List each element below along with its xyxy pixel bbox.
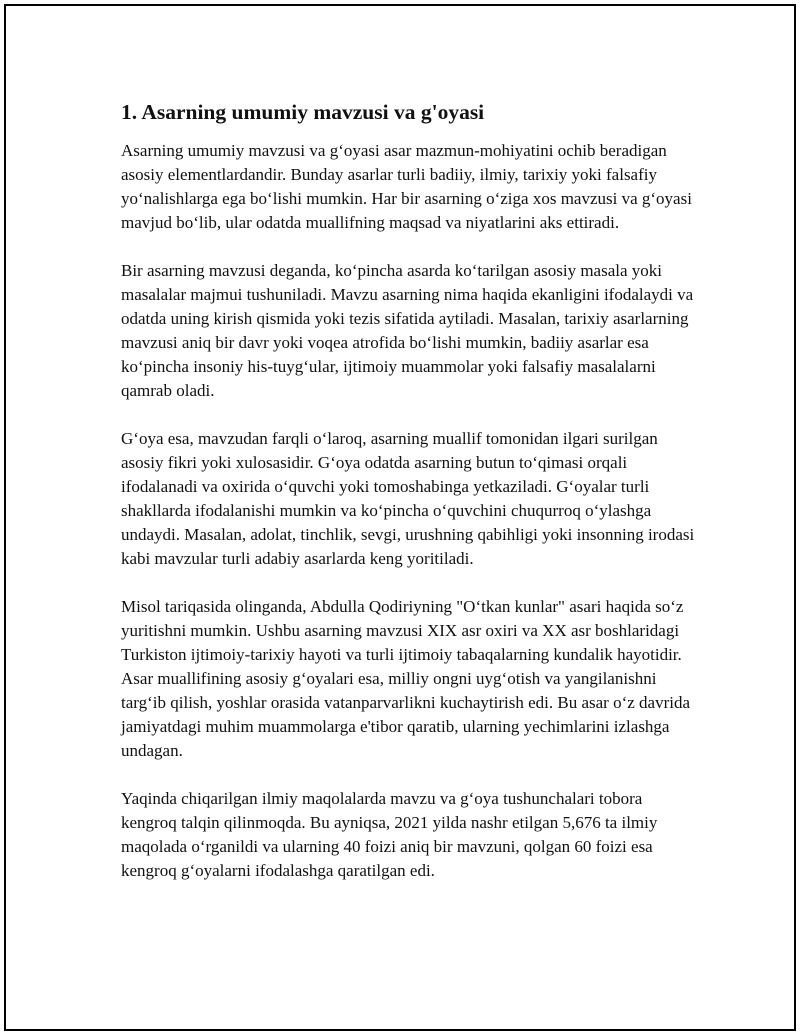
paragraph-2: Bir asarning mavzusi deganda, ko‘pincha asarda ko‘tarilgan asosiy masala yoki masalalar majmui tushuniladi. Mavzu asarning nima haqida ekanligini ifodalaydi va odatda uning kirish qismida yoki tezis sifatida aytiladi. Masalan, tarixiy asarlarning mavzusi aniq bir davr yoki voqea atrofida bo‘lishi mumkin, badiiy asarlar esa ko‘pincha insoniy his-tuyg‘ular, ijtimoiy muammolar yoki falsafiy masalalarni qamrab oladi. [121, 261, 694, 400]
section-heading: 1. Asarning umumiy mavzusi va g'oyasi [121, 100, 485, 124]
document-body [121, 98, 701, 907]
paragraph-1: Asarning umumiy mavzusi va g‘oyasi asar mazmun-mohiyatini ochib beradigan asosiy elementlardandir. Bunday asarlar turli badiiy, ilmiy, tarixiy yoki falsafiy yo‘nalishlarga ega bo‘lishi mumkin. Har bir asarning o‘ziga xos mavzusi va g‘oyasi mavjud bo‘lib, ular odatda muallifning maqsad va niyatlarini aks ettiradi. [121, 141, 692, 232]
paragraph-5: Yaqinda chiqarilgan ilmiy maqolalarda mavzu va g‘oya tushunchalari tobora kengroq talqin qilinmoqda. Bu ayniqsa, 2021 yilda nashr etilgan 5,676 ta ilmiy maqolada o‘rganildi va ularning 40 foizi aniq bir mavzuni, qolgan 60 foizi esa kengroq g‘oyalarni ifodalashga qaratilgan edi. [121, 789, 658, 880]
page-frame [4, 4, 796, 1031]
paragraph-3: G‘oya esa, mavzudan farqli o‘laroq, asarning muallif tomonidan ilgari surilgan asosiy fikri yoki xulosasidir. G‘oya odatda asarning butun to‘qimasi orqali ifodalanadi va oxirida o‘quvchi yoki tomoshabinga yetkaziladi. G‘oyalar turli shakllarda ifodalanishi mumkin va ko‘pincha o‘quvchini chuqurroq o‘ylashga undaydi. Masalan, adolat, tinchlik, sevgi, urushning qabihligi yoki insonning irodasi kabi mavzular turli adabiy asarlarda keng yoritiladi. [121, 429, 695, 568]
paragraph-4: Misol tariqasida olinganda, Abdulla Qodiriyning "O‘tkan kunlar" asari haqida so‘z yuritishni mumkin. Ushbu asarning mavzusi XIX asr oxiri va XX asr boshlaridagi Turkiston ijtimoiy-tarixiy hayoti va turli ijtimoiy tabaqalarning kundalik hayotidir. Asar muallifining asosiy g‘oyalari esa, milliy ongni uyg‘otish va yangilanishni targ‘ib qilish, yoshlar orasida vatanparvarlikni kuchaytirish edi. Bu asar o‘z davrida jamiyatdagi muhim muammolarga e'tibor qaratib, ularning yechimlarini izlashga undagan. [121, 597, 691, 760]
